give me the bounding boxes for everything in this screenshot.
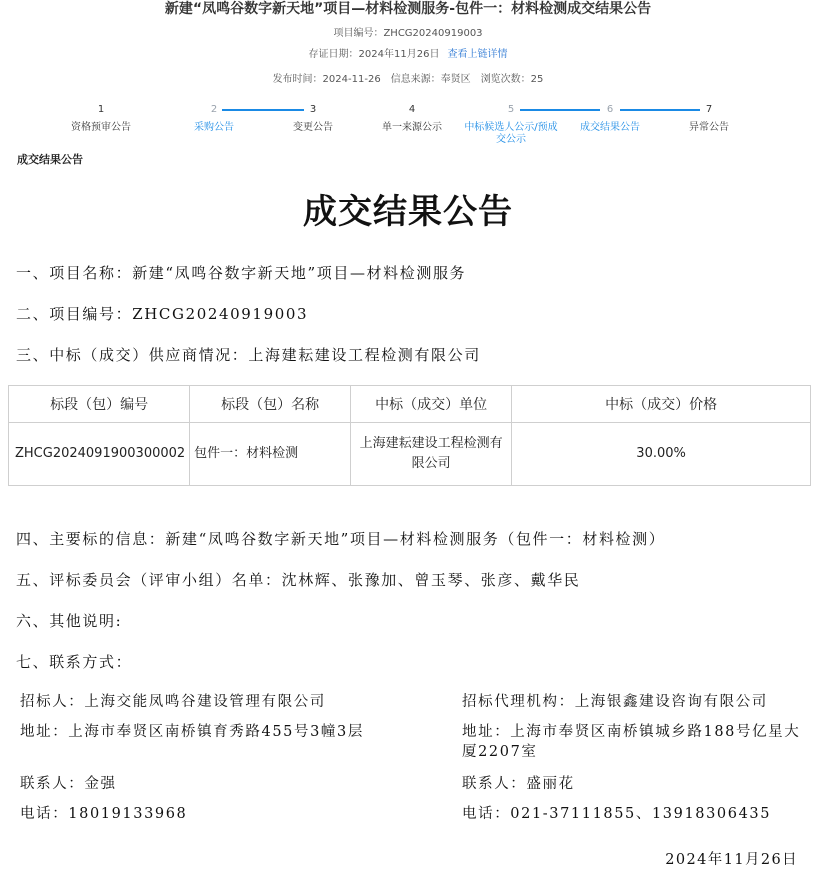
step-label: 成交结果公告 <box>580 122 640 133</box>
project-number: 项目编号：ZHCG20240919003 <box>333 28 483 39</box>
step-prequalification[interactable] <box>51 100 151 134</box>
item-project-number: 二、项目编号：ZHCG20240919003 <box>16 305 309 323</box>
table-cell: 30.00% <box>512 423 811 486</box>
step-candidate[interactable] <box>461 100 561 146</box>
step-number: 1 <box>97 104 105 115</box>
agency-phone: 电话：021-37111855、13918306435 <box>462 806 772 822</box>
item-committee: 五、评标委员会（评审小组）名单：沈林辉、张豫加、曾玉琴、张彦、戴华民 <box>16 571 581 589</box>
item-contact: 七、联系方式： <box>16 653 133 671</box>
step-number: 2 <box>210 104 218 115</box>
table-cell: 上海建耘建设工程检测有限公司 <box>351 423 512 486</box>
table-cell: ZHCG2024091900300002 <box>9 423 190 486</box>
table-header-row <box>9 386 811 423</box>
step-number: 6 <box>606 104 614 115</box>
agency-org: 招标代理机构：上海银鑫建设咨询有限公司 <box>462 694 768 710</box>
item-other-notes: 六、其他说明: <box>16 612 123 630</box>
section-tag: 成交结果公告 <box>17 153 83 166</box>
step-procurement[interactable] <box>164 100 264 134</box>
cert-date: 存证日期：2024年11月26日 <box>308 49 440 60</box>
step-number: 5 <box>507 104 515 115</box>
step-change[interactable] <box>263 100 363 134</box>
view-count: 浏览次数：25 <box>480 74 544 85</box>
step-single-source[interactable] <box>362 100 462 134</box>
result-table <box>8 385 811 486</box>
contact-tenderer <box>16 692 376 834</box>
table-cell: 包件一：材料检测 <box>190 423 351 486</box>
step-label: 变更公告 <box>293 122 333 133</box>
contact-agency <box>458 692 808 834</box>
announcement-date: 2024年11月26日 <box>665 852 798 868</box>
agency-address: 地址：上海市奉贤区南桥镇城乡路188号亿星大厦2207室 <box>462 724 801 760</box>
step-label: 单一来源公示 <box>382 122 442 133</box>
page-title: 新建“凤鸣谷数字新天地”项目—材料检测服务-包件一：材料检测成交结果公告 <box>164 1 652 17</box>
cert-date-line <box>0 45 816 60</box>
table-header: 标段（包）编号 <box>9 386 190 423</box>
step-number: 4 <box>408 104 416 115</box>
tenderer-phone: 电话：18019133968 <box>20 806 188 822</box>
item-project-name: 一、项目名称：新建“凤鸣谷数字新天地”项目—材料检测服务 <box>16 264 467 282</box>
meta-line <box>0 70 816 85</box>
tenderer-address: 地址：上海市奉贤区南桥镇育秀路455号3幢3层 <box>20 724 364 740</box>
table-header: 中标（成交）单位 <box>351 386 512 423</box>
step-number: 3 <box>309 104 317 115</box>
agency-person: 联系人：盛丽花 <box>462 776 575 792</box>
process-steps <box>0 100 816 160</box>
step-label: 采购公告 <box>194 122 234 133</box>
table-header: 标段（包）名称 <box>190 386 351 423</box>
table-header: 中标（成交）价格 <box>512 386 811 423</box>
item-supplier: 三、中标（成交）供应商情况：上海建耘建设工程检测有限公司 <box>16 346 481 364</box>
table-row <box>9 423 811 486</box>
tenderer-org: 招标人：上海交能凤鸣谷建设管理有限公司 <box>20 694 326 710</box>
step-label: 资格预审公告 <box>71 122 131 133</box>
step-label: 中标候选人公示/预成交公示 <box>464 122 558 145</box>
step-result[interactable] <box>560 100 660 134</box>
publish-time: 发布时间：2024-11-26 <box>272 74 381 85</box>
item-main-subject: 四、主要标的信息：新建“凤鸣谷数字新天地”项目—材料检测服务（包件一：材料检测） <box>16 530 666 548</box>
step-abnormal[interactable] <box>659 100 759 134</box>
info-source: 信息来源：奉贤区 <box>390 74 471 85</box>
document-title: 成交结果公告 <box>303 192 513 232</box>
step-label: 异常公告 <box>689 122 729 133</box>
chain-detail-link[interactable]: 查看上链详情 <box>447 49 508 60</box>
step-number: 7 <box>705 104 713 115</box>
tenderer-person: 联系人：金强 <box>20 776 117 792</box>
